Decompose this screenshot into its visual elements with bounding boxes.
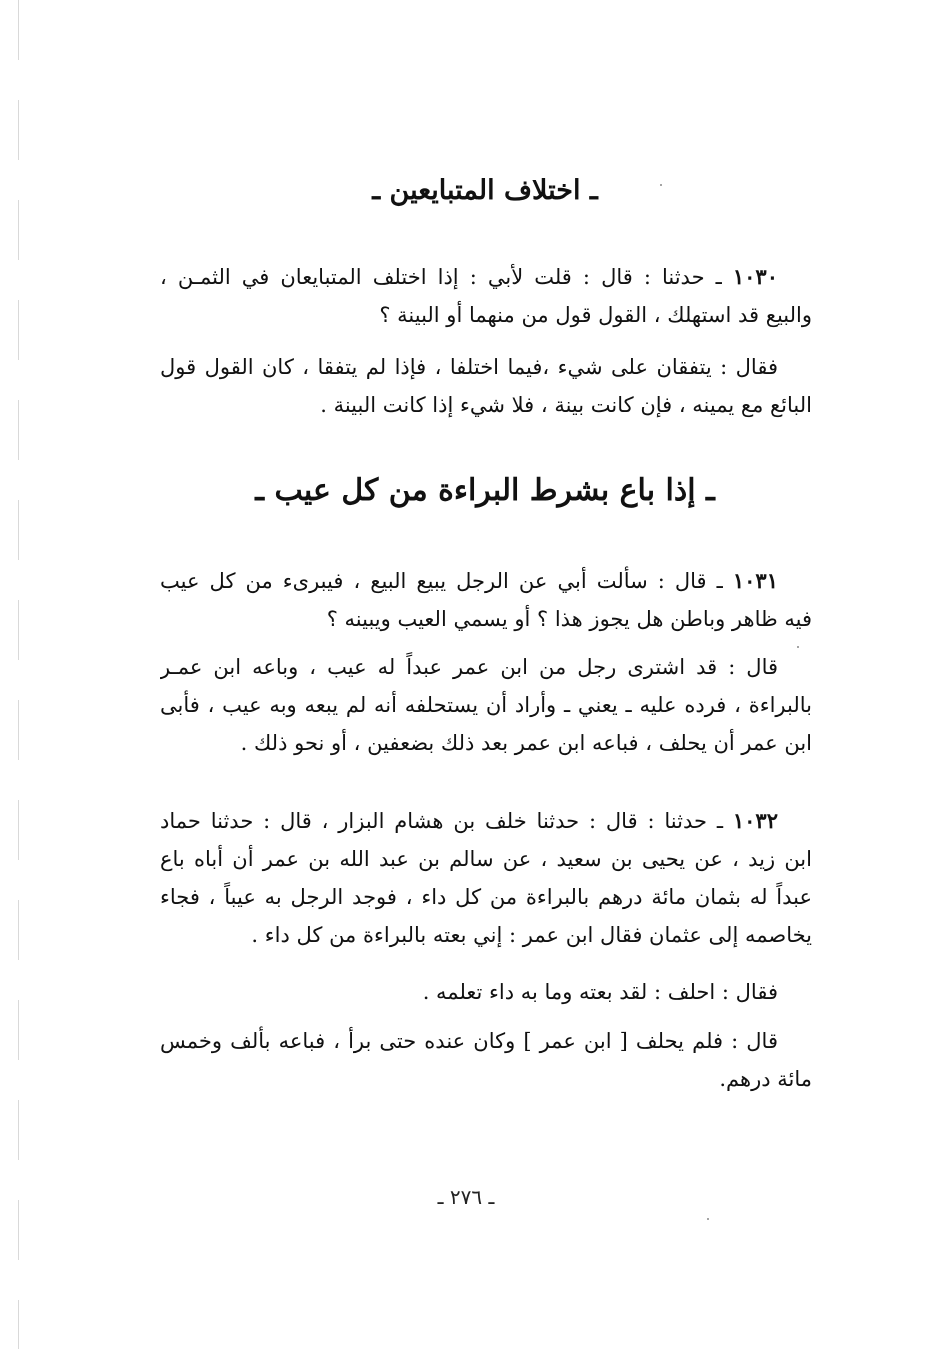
hadith-1032-line-3: عبداً له بثمان مائة درهم بالبراءة من كل داء ، فوجد الرجل به عيباً ، فجاء xyxy=(160,885,812,909)
hadith-1030-line-1 xyxy=(160,258,812,296)
page-number: ـ ٢٧٦ ـ xyxy=(437,1185,495,1209)
hadith-number: ١٠٣١ xyxy=(732,568,778,593)
answer-1030-line-1: فقال : يتفقان على شيء ،فيما اختلفا ، فإذا لم يتفقا ، كان القول قول xyxy=(160,355,778,379)
hadith-1032-line-2: ابن زيد ، عن يحيى بن سعيد ، عن سالم بن عبد الله بن عمر أن أباه باع xyxy=(160,847,812,871)
hadith-1032 xyxy=(160,802,812,954)
scan-speck xyxy=(797,646,799,648)
hadith-text: ـ قال : سألت أبي عن الرجل يبيع البيع ، فيبرىء من كل عيب xyxy=(160,569,723,593)
scan-edge-line xyxy=(18,0,19,1349)
section-heading-sale-with-disclaimer: ـ إذا باع بشرط البراءة من كل عيب ـ xyxy=(255,473,715,508)
hadith-1030-line-2: والبيع قد استهلك ، القول قول من منهما أو البينة ؟ xyxy=(379,303,812,327)
oath-line: فقال : احلف : لقد بعته وما به داء تعلمه . xyxy=(422,980,778,1004)
answer-1031-line-3: ابن عمر أن يحلف ، فباعه ابن عمر بعد ذلك بضعفين ، أو نحو ذلك . xyxy=(240,731,812,755)
answer-1031-line-1: قال : قد اشترى رجل من ابن عمر عبداً له عيب ، وباعه ابن عمـر xyxy=(160,655,778,679)
final-statement xyxy=(160,1022,812,1098)
hadith-1031-line-1 xyxy=(160,562,812,600)
hadith-1030 xyxy=(160,258,812,334)
final-line-2: مائة درهم. xyxy=(719,1067,812,1091)
hadith-text: ـ حدثنا : قال : حدثنا خلف بن هشام البزار ، قال : حدثنا حماد xyxy=(160,809,724,833)
answer-1031-line-2: بالبراءة ، فرده عليه ـ يعني ـ وأراد أن يستحلفه أنه لم يبعه وبه عيب ، فأبى xyxy=(160,693,812,717)
answer-1030-line-2: البائع مع يمينه ، فإن كانت بينة ، فلا شيء إذا كانت البينة . xyxy=(320,393,812,417)
hadith-1032-line-4: يخاصمه إلى عثمان فقال ابن عمر : إني بعته بالبراءة من كل داء . xyxy=(251,923,812,947)
section-heading-disagreement: ـ اختلاف المتبايعين ـ xyxy=(372,175,598,206)
hadith-number: ١٠٣٠ xyxy=(732,264,778,289)
final-line-1: قال : فلم يحلف [ ابن عمر ] وكان عنده حتى برأ ، فباعه بألف وخمس xyxy=(160,1029,778,1053)
hadith-1031 xyxy=(160,562,812,638)
hadith-1031-line-2: فيه ظاهر وباطن هل يجوز هذا ؟ أو يسمي العيب ويبينه ؟ xyxy=(326,607,812,631)
hadith-1032-line-1 xyxy=(160,802,812,840)
hadith-number: ١٠٣٢ xyxy=(732,808,778,833)
scan-speck xyxy=(707,1218,709,1220)
hadith-text: ـ حدثنا : قال : قلت لأبي : إذا اختلف المتبايعان في الثمـن ، xyxy=(160,265,722,289)
answer-1030 xyxy=(160,348,812,424)
answer-1031 xyxy=(160,648,812,762)
oath-statement xyxy=(160,973,812,1011)
scan-speck xyxy=(660,184,662,186)
